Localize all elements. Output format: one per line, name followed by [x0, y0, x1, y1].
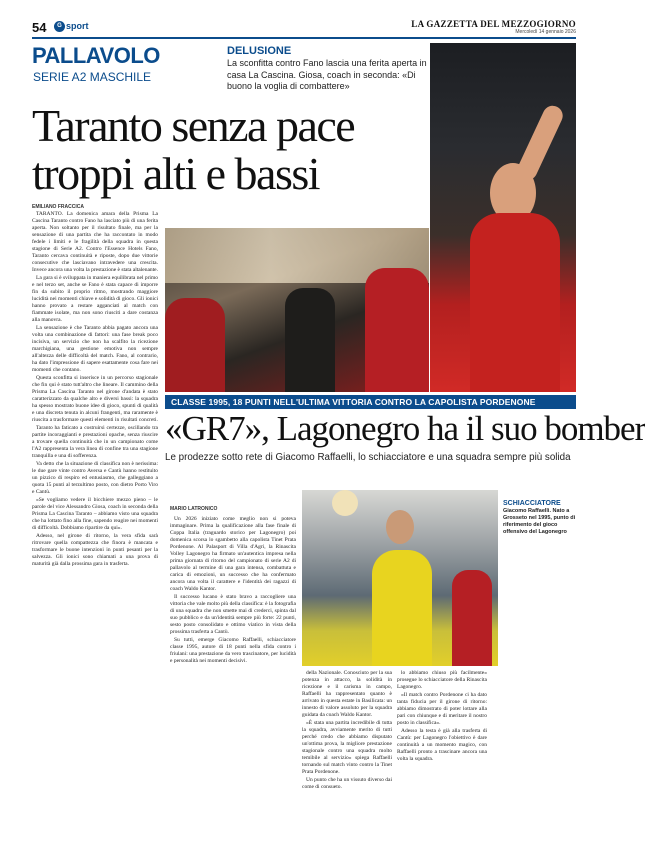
- gazzetta-logo-icon: G: [54, 21, 65, 32]
- caption-kicker: SCHIACCIATORE: [503, 500, 561, 507]
- article1-paragraph: Adesso, nel girone di ritorno, la vera sfida sarà ritrovare quella compattezza che finora è mancata e trasformare le buone intenzioni in punti pesanti per la salvezza. Gli ionici sono chiamati a una prova di maturità già dalla prossima gara in trasferta.: [32, 533, 158, 567]
- article2-col-c: [397, 670, 487, 764]
- photo-ball: [332, 490, 358, 516]
- photo-player-left: [165, 298, 225, 392]
- article1-paragraph: «Se vogliamo vedere il bicchiere mezzo pieno – le parole del vice Alessandro Giosa, coach in seconda della Prisma La Cascina Taranto – abbiamo visto una squadra che ha lottato fino alla fine, sapendo reagire nei momenti di difficoltà. Dobbiamo ripartire da qui».: [32, 497, 158, 531]
- photo-player-right: [365, 268, 429, 392]
- header-rule: [32, 37, 576, 39]
- article2-col-a: [170, 516, 296, 666]
- article2-subhead: Le prodezze sotto rete di Giacomo Raffaelli, lo schiacciatore e una squadra sempre più solida: [165, 452, 571, 463]
- teaser-kicker: DELUSIONE: [227, 45, 292, 57]
- article2-paragraph: Un punto che ha un vissuto diverso dai come di consueto.: [302, 777, 392, 790]
- article1-byline: EMILIANO FRACCICA: [32, 204, 84, 210]
- photo-head: [386, 510, 414, 544]
- masthead: [411, 19, 576, 35]
- caption-text: Giacomo Raffaelli. Nato a Grosseto nel 1995, punto di riferimento del gioco offensivo del Lagonegro: [503, 508, 576, 535]
- article2-paragraph: Un 2026 iniziato come meglio non si poteva immaginare. Prima la qualificazione alla fase finale di Coppa Italia (traguardo storico per Lagonegro) poi domenica scorsa lo sgambetto alla capolista Tinet Prata Pordenone. Al Palasport di Villa d'Agri, la Rinascita Volley Lagonegro ha firmato un'autentica impresa nella prima giornata di ritorno del campionato di serie A2 di pallavolo al termine di una gara intensa, combattuta e carica di emozioni, un successo che ha confermato ancora una volta il carattere e l'identità dei ragazzi di coach Waldo Kantor.: [170, 516, 296, 592]
- section-subtitle: SERIE A2 MASCHILE: [33, 70, 152, 84]
- article2-byline: MARIO LATRONICO: [170, 506, 218, 512]
- article1-paragraph: Taranto ha faticato a costruirsi certezze, oscillando tra partite incoraggianti e prestazioni opache, senza riuscire a trovare quella continuità che in un campionato come l'A2 rappresenta la vera linea di confine tra una stagione tranquilla e una di sofferenza.: [32, 425, 158, 459]
- article1-body: [32, 211, 158, 569]
- issue-date: Mercoledì 14 gennaio 2026: [515, 29, 576, 35]
- article1-paragraph: TARANTO. La domenica amara della Prisma La Cascina Taranto contro Fano ha lasciato più di una ferita aperta. Non soltanto per il risultato finale, ma per la sensazione di una partita che ha raccontato in modo fedele i limiti e le fragilità della squadra in questa stagione di Serie A2. Contro l'Essence Hotels Fano, Taranto cercava continuità e riposte, dopo due vittorie consecutive che lasciavano intravedere una crescita. Invece ancora una volta la prestazione è stata altalenante.: [32, 211, 158, 273]
- raffaelli-photo: [302, 490, 498, 666]
- article2-paragraph: Su tutti, emerge Giacomo Raffaelli, schiacciatore classe 1995, autore di 18 punti nella sfida contro i friulani: una prestazione da vero trascinatore, per lucidità e personalità nei momenti decisivi.: [170, 637, 296, 664]
- teaser-box: [227, 45, 427, 93]
- section-title: PALLAVOLO: [32, 43, 160, 68]
- article2-col-b: [302, 670, 392, 792]
- article2-headline: «GR7», Lagonegro ha il suo bomber: [165, 409, 645, 448]
- newspaper-name: LA GAZZETTA DEL MEZZOGIORNO: [411, 19, 576, 29]
- article2-paragraph: della Nazionale. Conosciuto per la sua potenza in attacco, la solidità in ricezione e il carisma in campo, Raffaelli ha rappresentato quanto è arrivato in questa estate in Basilicata: un innesto di valore assoluto per la squadra guidata da coach Waldo Kantor.: [302, 670, 392, 718]
- headline-line-2: troppi alti e bassi: [32, 148, 320, 199]
- article1-paragraph: La sensazione è che Taranto abbia pagato ancora una volta una combinazione di fattori: una fase break poco incisiva, un servizio che non ha scalfito la ricezione marchigiana, una gestione emotiva non sempre all'altezza delle difficoltà del match. Fano, al contrario, ha dato l'impressione di sapere esattamente cosa fare nei momenti che contano.: [32, 325, 158, 373]
- strap-text: CLASSE 1995, 18 PUNTI NELL'ULTIMA VITTORIA CONTRO LA CAPOLISTA PORDENONE: [171, 397, 536, 407]
- match-photo-bench: [165, 228, 429, 392]
- sport-section-logo: [54, 21, 89, 32]
- article2-paragraph: «È stata una partita incredibile di tutta la squadra, avviamente merito di tutti perché credo che abbiamo disputato un'ottima prova, la migliore prestazione stagionale contro una squadra molto temibile al servizio» spiega Raffaelli tornando sul match vinto contro la Tinet Prata Pordenone.: [302, 720, 392, 775]
- photo-opponent: [452, 570, 492, 666]
- photo-jersey: [470, 213, 560, 392]
- article2-paragraph: Adesso la testa è già alla trasferta di Cantù: per Lagonegro l'obiettivo è dare continuità a un momento magico, con Raffaelli pronto a trascinare ancora una volta la squadra.: [397, 728, 487, 762]
- article2-strap: [165, 395, 576, 409]
- page-number: 54: [32, 20, 47, 35]
- photo-coach: [285, 288, 335, 392]
- main-headline: [32, 102, 452, 198]
- page-header: [32, 20, 576, 36]
- teaser-text: La sconfitta contro Fano lascia una ferita aperta in casa La Cascina. Giosa, coach in seconda: «Di buono la voglia di combattere»: [227, 58, 427, 91]
- article2-paragraph: «Il match contro Pordenone ci ha dato tanta fiducia per il girone di ritorno: abbiamo dimostrato di poter lottare alla pari con chiunque e di meritare il nostro posto in classifica».: [397, 692, 487, 726]
- article2-paragraph: Il successo lucano è stato bravo a raccogliere una vittoria che vale molto più della classifica: è la fotografia di una squadra che non smette mai di crederci, spinta dal suo pubblico e da un'identità sempre più forte: 22 punti, sesto posto consolidato e ottimo viatico in vista della prossima trasferta a Cantù.: [170, 594, 296, 635]
- sport-logo-label: sport: [66, 21, 89, 31]
- photo-yellow-jersey: [372, 550, 432, 666]
- article2-paragraph: lo abbiamo chiuso più facilmente» prosegue lo schiacciatore della Rinascita Lagonegro.: [397, 670, 487, 690]
- headline-line-1: Taranto senza pace: [32, 100, 355, 151]
- article1-paragraph: La gara si è sviluppata in maniera equilibrata nel primo e nel terzo set, anche se Fano è stata capace di imporre fin da subito il proprio ritmo, mostrando maggiore lucidità nei momenti chiave e solidità di gioco. Gli ionici hanno provato a restare agganciati al match con fiammate isolate, ma non sono riusciti a dare costanza alla manovra.: [32, 275, 158, 323]
- photo-caption: [503, 500, 577, 536]
- article1-paragraph: Va detto che la situazione di classifica non è nerissima: le due gare vinte contro Aversa e Cantù hanno restituito un pizzico di respiro ed entusiasmo, che galleggiano a quota 15 punti al terzultimo posto, con dietro Porto Viro e Cantù.: [32, 461, 158, 495]
- match-photo-spiker: [430, 43, 576, 392]
- article1-paragraph: Questa sconfitta si inserisce in un percorso stagionale che fin qui è stato tutt'altro che lineare. Il cammino della Prisma La Cascina Taranto nel girone d'andata è stato caratterizzato da qualche alto e diversi bassi: la squadra ha spesso mostrato buone idee di gioco, spunti di qualità e una discreta tenuta in alcuni frangenti, ma raramente è riuscita a trasformare questi elementi in risultati concreti.: [32, 375, 158, 423]
